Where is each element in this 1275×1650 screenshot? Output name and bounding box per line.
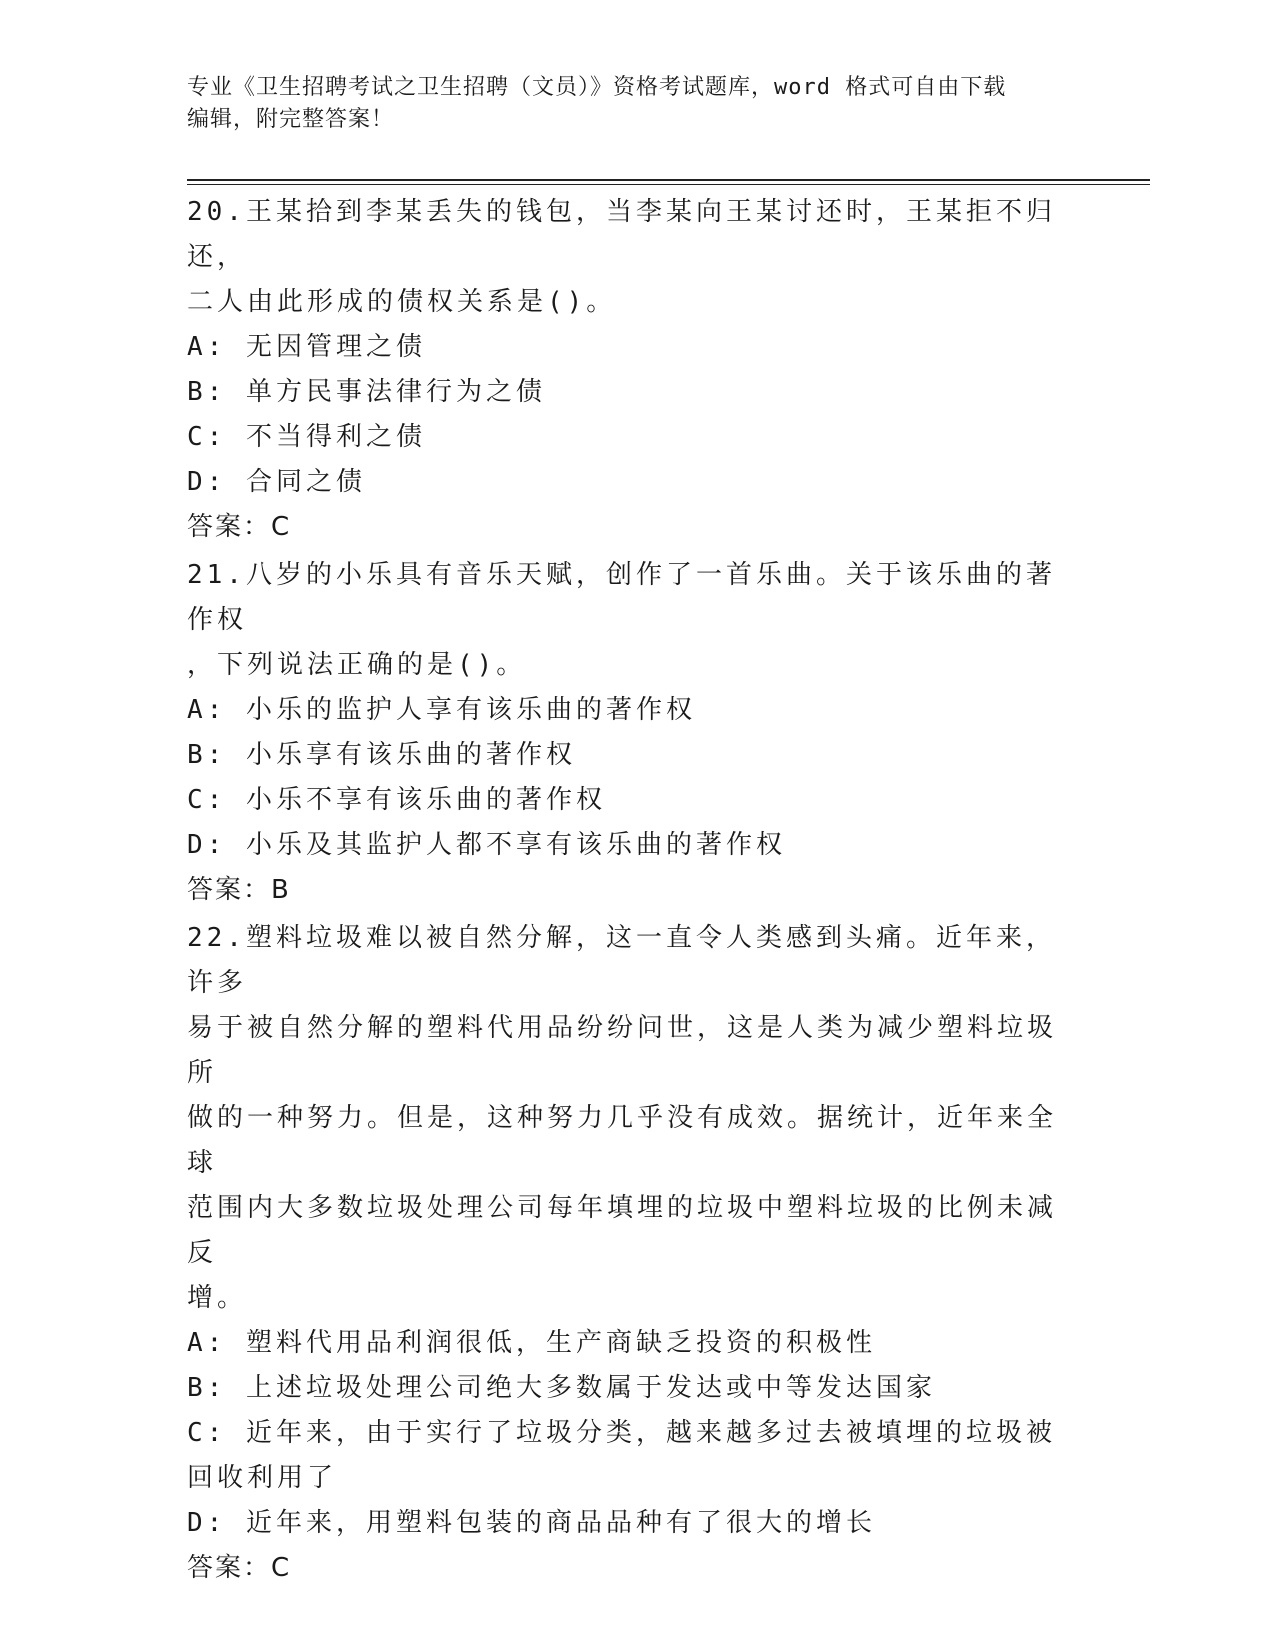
question-stem [187,916,1067,1321]
option-b: B: 上述垃圾处理公司绝大多数属于发达或中等发达国家 [187,1373,936,1403]
option-b: B: 单方民事法律行为之债 [187,377,546,407]
question-21 [187,553,1067,913]
question-stem [187,190,1067,325]
answer-line: 答案：C [187,512,292,542]
stem-line: 二人由此形成的债权关系是()。 [187,287,617,317]
option-c: C: 小乐不享有该乐曲的著作权 [187,785,606,815]
answer-line: 答案：C [187,1553,292,1583]
header-line-2: 编辑，附完整答案！ [187,107,395,132]
stem-line: 22.塑料垃圾难以被自然分解，这一直令人类感到头痛。近年来，许多 [187,923,1056,998]
stem-line: ，下列说法正确的是()。 [187,650,527,680]
document-header [187,72,1087,136]
option-d: D: 近年来，用塑料包装的商品品种有了很大的增长 [187,1508,876,1538]
question-22 [187,916,1067,1591]
option-a: A: 塑料代用品利润很低，生产商缺乏投资的积极性 [187,1328,876,1358]
stem-line: 范围内大多数垃圾处理公司每年填埋的垃圾中塑料垃圾的比例未减反 [187,1193,1058,1268]
option-d: D: 合同之债 [187,467,366,497]
option-c: C: 近年来，由于实行了垃圾分类，越来越多过去被填埋的垃圾被回收利用了 [187,1418,1056,1493]
question-20 [187,190,1067,550]
header-line-1: 专业《卫生招聘考试之卫生招聘（文员）》资格考试题库，word 格式可自由下载 [187,75,1007,100]
stem-line: 易于被自然分解的塑料代用品纷纷问世，这是人类为减少塑料垃圾所 [187,1013,1058,1088]
header-divider-thin [187,184,1150,185]
option-a: A: 无因管理之债 [187,332,426,362]
stem-line: 20.王某拾到李某丢失的钱包，当李某向王某讨还时，王某拒不归还， [187,197,1056,272]
stem-line: 21.八岁的小乐具有音乐天赋，创作了一首乐曲。关于该乐曲的著作权 [187,560,1056,635]
answer-line: 答案：B [187,875,291,905]
option-list [187,1321,1067,1546]
question-stem [187,553,1067,688]
header-divider-thick [187,179,1150,181]
stem-line: 做的一种努力。但是，这种努力几乎没有成效。据统计，近年来全球 [187,1103,1058,1178]
option-list [187,325,1067,505]
option-d: D: 小乐及其监护人都不享有该乐曲的著作权 [187,830,786,860]
option-c: C: 不当得利之债 [187,422,426,452]
option-b: B: 小乐享有该乐曲的著作权 [187,740,576,770]
option-a: A: 小乐的监护人享有该乐曲的著作权 [187,695,696,725]
option-list [187,688,1067,868]
stem-line: 增。 [187,1283,248,1313]
